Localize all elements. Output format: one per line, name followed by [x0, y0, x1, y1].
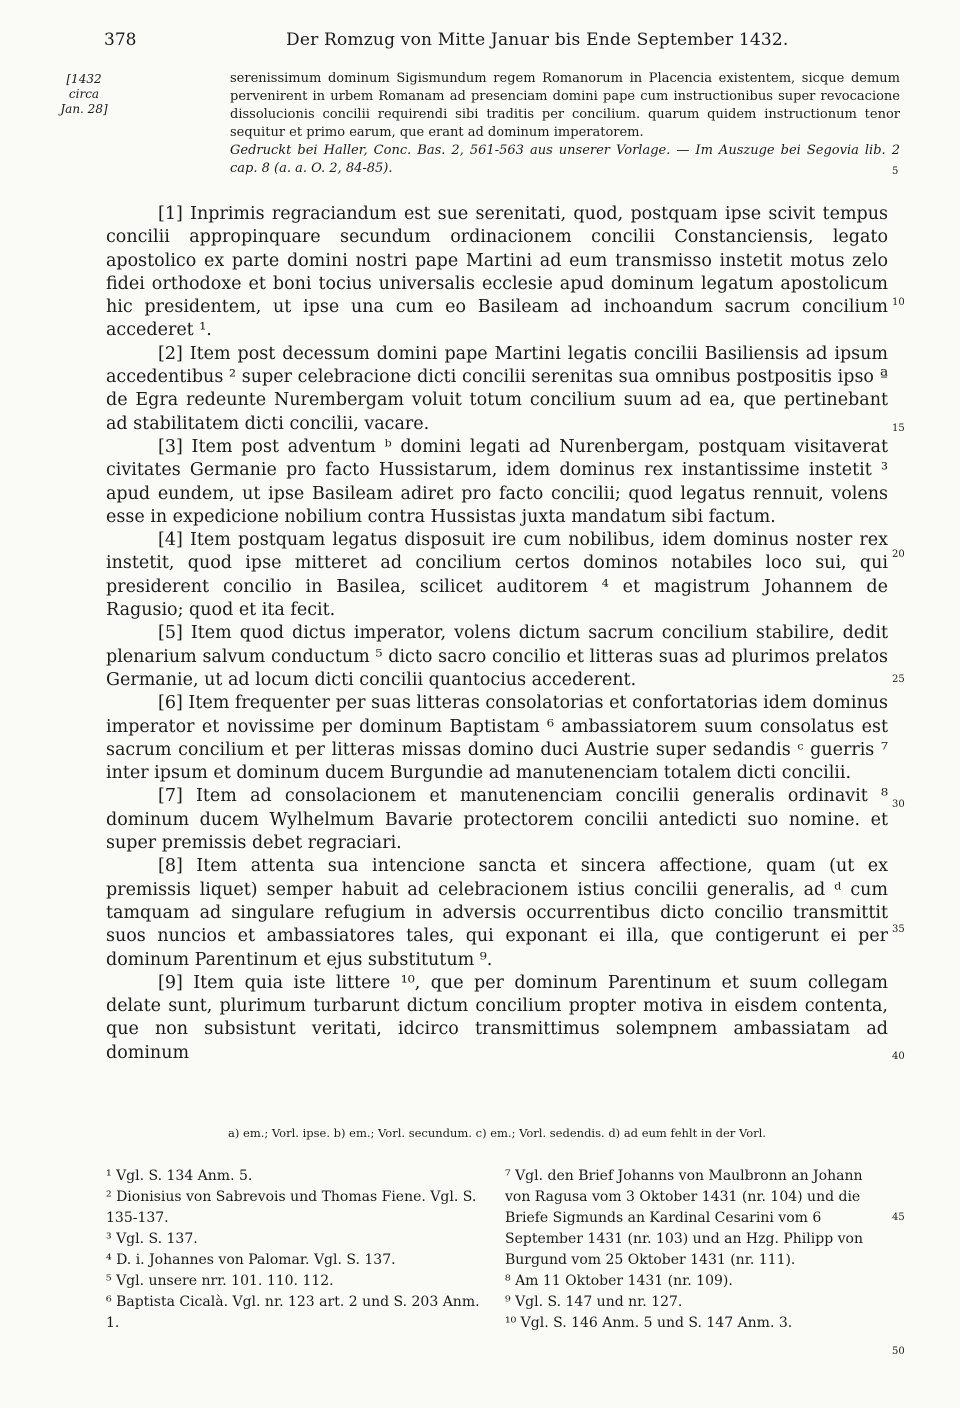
page-number: 378 [104, 30, 137, 50]
publication-note: Gedruckt bei Haller, Conc. Bas. 2, 561-563 aus unserer Vorlage. — Im Auszuge bei Segovia lib. 2 cap. 8 (a. a. O. 2, 84-85). [230, 143, 900, 176]
line-number: 40 [892, 1051, 905, 1062]
line-number: 15 [892, 423, 905, 434]
article-paragraph: [8] Item attenta sua intencione sancta et sincera affectione, quam (ut ex premissis liquet) semper habuit ad celebracionem istius concilii generalis, ad ᵈ cum tamquam ad singulare refugium in adversis occurrentibus dicto concilio transmittit suos nuncios et ambassiatores tales, qui exponant ei illa, que contigerunt ei per dominum Parentinum et ejus substitutum ⁹. [106, 856, 888, 970]
line-number: 30 [892, 799, 905, 810]
margin-date-line: [1432 [66, 72, 102, 86]
intro-text: serenissimum dominum Sigismundum regem Romanorum in Placencia existentem, sicque demum pervenirent in urbem Romanam ad presenciam domini pape cum instructionibus super revocacione dissolucionis concilii requirendi sibi traditis per concilium. quarum quidem instructionum tenor sequitur et primo earum, que erant ad dominum imperatorem. [230, 71, 900, 140]
article-paragraph: [3] Item post adventum ᵇ domini legati ad Nurenbergam, postquam visitaverat civitates Germanie pro facto Hussistarum, idem dominus rex instantissime instetit ³ apud eundem, ut ipse Basileam adiret pro facto concilii; quod legatus rennuit, volens esse in expedicione nobilium contra Hussistas juxta mandatum sibi factum. [106, 436, 888, 527]
margin-date-line: circa [68, 87, 100, 101]
footnotes-right [505, 1166, 890, 1334]
footnotes-left [106, 1166, 491, 1334]
footnote: ³ Vgl. S. 137. [106, 1231, 198, 1247]
critical-apparatus: a) em.; Vorl. ipse. b) em.; Vorl. secundum. c) em.; Vorl. sedendis. d) ad eum fehlt in der Vorl. [228, 1126, 766, 1140]
line-number: 20 [892, 549, 905, 560]
main-text [106, 203, 888, 1065]
article-paragraph: [4] Item postquam legatus disposuit ire cum nobilibus, idem dominus noster rex instetit, quod ipse mitteret ad concilium certos dominos notabiles loco sui, qui presiderent concilio in Basilea, scilicet auditorem ⁴ et magistrum Johannem de Ragusio; quod et ita fecit. [106, 530, 888, 621]
line-number: 25 [892, 674, 905, 685]
article-paragraph: [7] Item ad consolacionem et manutenenciam concilii generalis ordinavit ⁸ dominum ducem Wylhelmum Bavarie protectorem concilii antedicti suo nomine. et super premissis debet regraciari. [106, 786, 888, 854]
running-head: Der Romzug von Mitte Januar bis Ende September 1432. [286, 30, 789, 50]
footnote: ⁸ Am 11 Oktober 1431 (nr. 109). [505, 1273, 733, 1289]
footnote: ⁶ Baptista Cicalà. Vgl. nr. 123 art. 2 und S. 203 Anm. 1. [106, 1294, 480, 1331]
line-number: 5 [892, 166, 899, 177]
footnote: ² Dionisius von Sabrevois und Thomas Fiene. Vgl. S. 135-137. [106, 1189, 477, 1226]
intro-regest [230, 70, 900, 178]
article-paragraph: [9] Item quia iste littere ¹⁰, que per dominum Parentinum et suum collegam delate sunt, plurimum turbarunt dictum concilium propter motiva in eisdem contenta, que non subsistunt veritati, idcirco transmittimus solempnem ambassiatam ad dominum [106, 972, 888, 1063]
article-paragraph: [2] Item post decessum domini pape Martini legatis concilii Basiliensis ad ipsum accedentibus ² super celebracione dicti concilii serenitas sua omnibus postpositis ipso ª de Egra redeunte Nurembergam voluit totum concilium suum ad ea, que pertinebant ad stabilitatem dicti concilii, vacare. [106, 343, 888, 434]
footnote: ⁹ Vgl. S. 147 und nr. 127. [505, 1294, 683, 1310]
article-paragraph: [5] Item quod dictus imperator, volens dictum sacrum concilium stabilire, dedit plenarium salvum conductum ⁵ dicto sacro concilio et litteras suas ad plurimos prelatos Germanie, ut ad locum dicti concilii quantocius accederent. [106, 623, 888, 690]
footnote: ⁵ Vgl. unsere nrr. 101. 110. 112. [106, 1273, 334, 1289]
margin-date-line: Jan. 28] [60, 102, 108, 116]
article-paragraph: [1] Inprimis regraciandum est sue serenitati, quod, postquam ipse scivit tempus concilii appropinquare secundum ordinacionem concilii Constanciensis, legato apostolico ex parte domini nostri pape Martini ad eum transmisso instetit motus zelo fidei orthodoxe et boni tocius universalis ecclesie apud dominum legatum apostolicum hic presidentem, ut ipse una cum eo Basileam ad inchoandum sacrum concilium accederet ¹. [106, 204, 888, 341]
margin-date [60, 72, 108, 117]
line-number: 10 [892, 297, 905, 308]
line-number: 50 [892, 1346, 905, 1357]
line-number: 45 [892, 1212, 905, 1223]
footnote: ¹⁰ Vgl. S. 146 Anm. 5 und S. 147 Anm. 3. [505, 1315, 793, 1331]
footnote: ⁴ D. i. Johannes von Palomar. Vgl. S. 137. [106, 1252, 396, 1268]
footnote: ⁷ Vgl. den Brief Johanns von Maulbronn an Johann von Ragusa vom 3 Oktober 1431 (nr. 104) und die Briefe Sigmunds an Kardinal Cesarini vom 6 September 1431 (nr. 103) und an Hzg. Philipp von Burgund vom 25 Oktober 1431 (nr. 111). [505, 1168, 863, 1268]
footnote: ¹ Vgl. S. 134 Anm. 5. [106, 1168, 253, 1184]
line-number: 35 [892, 924, 905, 935]
article-paragraph: [6] Item frequenter per suas litteras consolatorias et confortatorias idem dominus imperator et novissime per dominum Baptistam ⁶ ambassiatorem suum consolatus est sacrum concilium et per litteras missas domino duci Austrie super sedandis ᶜ guerris ⁷ inter ipsum et dominum ducem Burgundie ad manutenenciam totalem dicti concilii. [106, 693, 888, 784]
